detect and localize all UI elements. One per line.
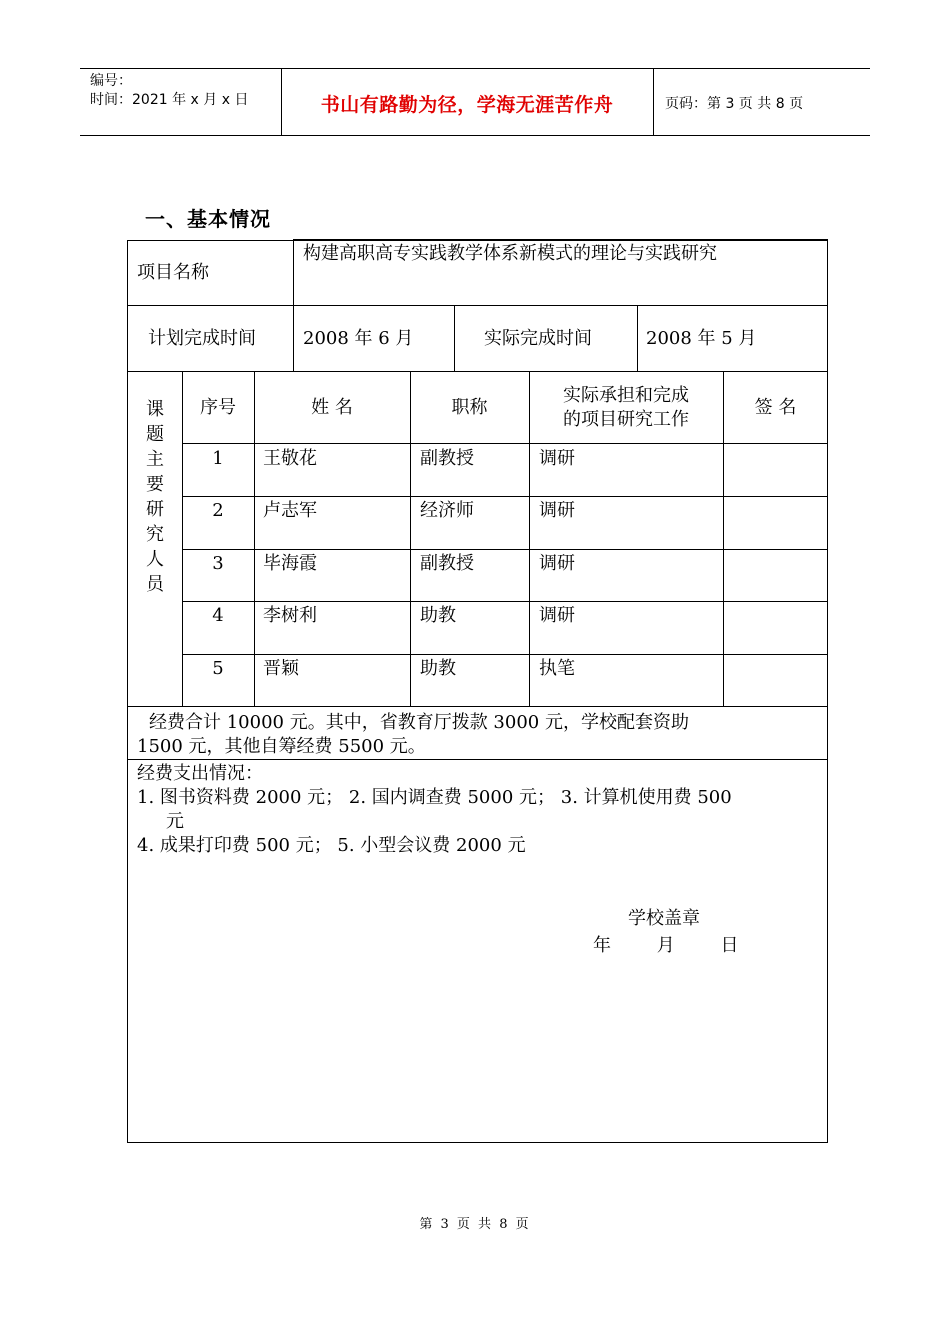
expense-details bbox=[137, 762, 821, 858]
time-label: 时间：2021 年 x 月 x 日 bbox=[90, 92, 249, 108]
staff-group-char: 人 bbox=[146, 549, 164, 570]
row-name: 卢志军 bbox=[263, 500, 317, 521]
header-divider-right bbox=[653, 68, 654, 135]
row-seq: 2 bbox=[212, 500, 224, 521]
school-seal-label: 学校盖章 bbox=[628, 908, 700, 929]
header-title: 职称 bbox=[451, 397, 488, 418]
row-name: 晋颖 bbox=[263, 658, 299, 679]
row-work: 调研 bbox=[539, 500, 575, 521]
row-title: 经济师 bbox=[420, 500, 474, 521]
rule bbox=[182, 443, 828, 444]
header-page-label: 页码：第 3 页 共 8 页 bbox=[665, 96, 804, 112]
actual-time-value: 2008 年 5 月 bbox=[646, 328, 757, 349]
row-work: 调研 bbox=[539, 448, 575, 469]
expense-line2: 4. 成果打印费 500 元； 5. 小型会议费 2000 元 bbox=[137, 835, 526, 856]
row-seq: 3 bbox=[212, 553, 224, 574]
rule bbox=[293, 239, 828, 240]
funding-line2: 1500 元，其他自筹经费 5500 元。 bbox=[137, 736, 426, 757]
row-title: 助教 bbox=[420, 605, 456, 626]
row-work: 调研 bbox=[539, 553, 575, 574]
staff-group-char: 要 bbox=[146, 474, 164, 495]
actual-time-label: 实际完成时间 bbox=[484, 328, 592, 349]
seal-date: 年 月 日 bbox=[593, 935, 739, 956]
page-footer: 第 3 页 共 8 页 bbox=[419, 1217, 531, 1232]
expense-line1-cont: 元 bbox=[166, 811, 184, 832]
rule bbox=[182, 549, 828, 550]
rule bbox=[293, 240, 294, 371]
rule bbox=[182, 654, 828, 655]
staff-group-char: 究 bbox=[146, 524, 164, 545]
plan-time-label: 计划完成时间 bbox=[148, 328, 256, 349]
rule bbox=[182, 371, 183, 706]
rule bbox=[410, 371, 411, 706]
rule bbox=[182, 601, 828, 602]
header-bottom-rule bbox=[80, 135, 870, 136]
row-name: 李树利 bbox=[263, 605, 317, 626]
header-seq: 序号 bbox=[200, 397, 236, 418]
expense-title: 经费支出情况： bbox=[137, 763, 263, 784]
row-work: 执笔 bbox=[539, 658, 575, 679]
funding-summary bbox=[137, 711, 821, 759]
project-name-value: 构建高职高专实践教学体系新模式的理论与实践研究 bbox=[303, 243, 717, 264]
rule bbox=[127, 305, 828, 306]
header-name: 姓 名 bbox=[311, 397, 353, 418]
project-name-label: 项目名称 bbox=[137, 262, 209, 283]
row-seq: 4 bbox=[212, 605, 224, 626]
staff-group-char: 研 bbox=[146, 499, 164, 520]
plan-time-value: 2008 年 6 月 bbox=[303, 328, 414, 349]
rule bbox=[723, 371, 724, 706]
header-meta bbox=[90, 72, 248, 110]
rule bbox=[637, 305, 638, 371]
staff-group-char: 课 bbox=[146, 399, 164, 420]
header-work-line1: 实际承担和完成 bbox=[563, 385, 689, 406]
row-seq: 5 bbox=[212, 658, 224, 679]
rule bbox=[127, 759, 828, 760]
header-motto: 书山有路勤为径，学海无涯苦作舟 bbox=[320, 94, 614, 116]
section-title: 一、基本情况 bbox=[145, 207, 271, 231]
serial-label: 编号： bbox=[90, 73, 132, 89]
row-name: 毕海霞 bbox=[263, 553, 317, 574]
staff-group-char: 员 bbox=[146, 574, 164, 595]
row-seq: 1 bbox=[212, 448, 224, 469]
rule bbox=[454, 305, 455, 371]
rule bbox=[254, 371, 255, 706]
funding-line1: 经费合计 10000 元。其中，省教育厅拨款 3000 元，学校配套资助 bbox=[149, 712, 689, 733]
staff-group-label bbox=[143, 397, 167, 597]
row-work: 调研 bbox=[539, 605, 575, 626]
row-name: 王敬花 bbox=[263, 448, 317, 469]
header-sign: 签 名 bbox=[754, 397, 797, 418]
expense-line1: 1. 图书资料费 2000 元； 2. 国内调查费 5000 元； 3. 计算机使用费 500 bbox=[137, 787, 732, 808]
row-title: 助教 bbox=[420, 658, 456, 679]
header-top-rule bbox=[80, 68, 870, 69]
rule bbox=[182, 496, 828, 497]
row-title: 副教授 bbox=[420, 553, 474, 574]
row-title: 副教授 bbox=[420, 448, 474, 469]
rule bbox=[127, 706, 828, 707]
staff-group-char: 主 bbox=[146, 449, 164, 470]
staff-group-char: 题 bbox=[146, 424, 164, 445]
header-work-line2: 的项目研究工作 bbox=[563, 409, 689, 430]
